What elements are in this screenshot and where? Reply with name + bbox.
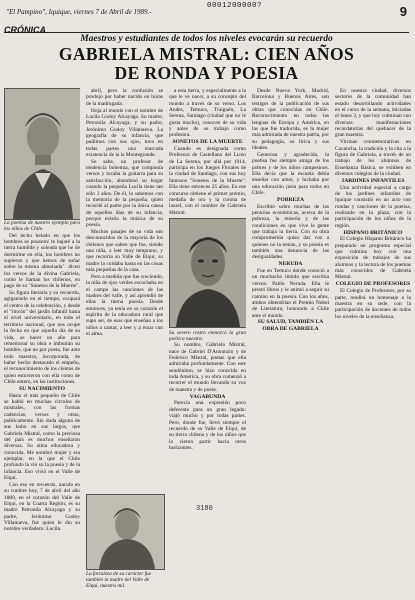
col4-para-3: Escribió sobre muchas de las penurias económicas, acerca de la pobreza, la miseria y de las condiciones en que vive la gente que trabaja la tierra. Con su obra comprometida quiso dar voz a quienes no la tenían, y su poesía es también una denuncia de las desigualdades. [252,203,329,261]
col5-para-4: El Colegio Hispano Británico ha preparado un programa especial que culmina hoy con una exposición de trabajos de sus alumnos y la lectura de los poemas más conocidos de Gabriela Mistral. [335,236,411,281]
column-5 [335,88,411,596]
col1-para-2: Su figura literaria y su recuerdo, agigantado en el tiempo, ocupará el centro de la celebración, y desde el "rincón" del jardín infantil hasta el nivel universitario, en todo el territorio nacional, que nos ocupe la fecha en que aquella día de su vida, se hacer un año para rememorar su obra e imbuirán su hombre, que no por poeta, fue ante todo maestra, incorporada, de haber hecho destacado el empeño, el reconocimiento de los cientos de quien estuvieron con ella como de Chile entero, en las instituciones. [4,290,80,385]
col1-para-4: Con eso en recuerdo, nacida en su cumbre hoy, 7 de abril del año 1889, en el corazón del Valle de Elqui, en la Cuarta Región; es su madre Petronila Alcayaga y su padre, Jerónimo Godoy Villanueva, fue quien le dio su nombre verdadero: Lucila. [4,481,80,533]
archive-stamp: 0001200000? [207,2,263,10]
subhead-sonetos: SONETOS DE LA MUERTE [172,139,243,146]
section-label: CRÓNICA [4,25,46,35]
col2-para-3: Se sabe, un profesor de tendencia bohemia, que componía versos y tocaba la guitarra para su satisfacción, abandonó su hogar cuando la pequeña Lucila tiene tan sólo 3 años. De él, lo sabemos con la memoria de la pequeña, quien recordó al padre por la única causa de aquellos días de su infancia, porque existía la música de su poesía. [86,158,163,229]
headline-line-2: DE RONDA Y POESIA [114,63,299,83]
article-kicker: Maestros y estudiantes de todos los niveles evocarán su recuerdo [80,34,333,44]
column-3 [169,88,246,596]
photo-caption-1: La poetisa de nuestro ejemplo para los niños de Chile. [4,220,80,232]
article-headline [4,45,409,83]
portrait-photo-2 [169,218,246,328]
col3-para-2: Cuando es designada como Profesora de Castellano del Liceo de La Serena, por allá por 1914, participa en los Juegos Florales de la ciudad de Santiago, con sus hoy famosos "Sonetos de la Muerte". Ella tiene entonces 25 años. En ese concurso obtiene el primer premio, medalla de oro y la corona de laurel, con el nombre de Gabriela Mistral. [169,146,246,216]
portrait-photo-3 [86,494,165,570]
col4-para-2: Generosa y agradecida, la poetisa fue siempre amiga de los pobres y de los niños campesinos. Ella decía que la escuela debía enseñar con amor, y luchaba por una educación justa para todos en Chile. [252,151,329,196]
archive-code-stamp: 3180 [196,505,213,513]
col4-para-1: Desde Nueva York, Madrid, Barcelona y Buenos Aires, son testigos de la publicación de sus obras que conocidas en Chile. Reconocimiento en todas las lenguas de Europa y América, en las que fue traducida, es la mujer más admirada de nuestra patria, por su pedagogía, su lírica y sus ideales. [252,88,329,152]
page-number: 9 [399,4,407,19]
col2-para-4: Muchos pasajes de su vida son desconocidos de la mayoría de los chilenos que saben que fue, siendo una niña, a leer muy temprano, y que recorría su Valle de Elqui; su madre la cuidaba hasta en las cosas más pequeñas de la casa. [86,229,163,274]
subhead-hispano: HISPANO BRITÁNICO [343,229,403,236]
col2-para-5: Pero a medida que fue creciendo, la niña de ojos verdes escuchaba en el campo las canciones de las madres del valle, y así aprendió de ellas la tierna poesía. Desde entonces, ya tenía en su corazón el espíritu de la educadora rural que supo ser, de esas que enseñan a los niños a cantar, a leer y a rezar con el alma. [86,273,163,338]
col5-para-3: Una actividad especial a cargo de los jardines infantiles de Iquique consistió en un acto con rondas y canciones de la poetisa, realizado en la plaza, con la participación de los niños de la región. [335,184,411,229]
col3-para-3: Su nombre, Gabriela Mistral, nace de Gabriel D'Annunzio y de Federico Mistral, poetas que ella admiraba profundamente. Con este seudónimo, se hizo conocida en toda América, y su obra comenzó a recorrer el mundo llevando su voz de maestra y de poeta. [169,342,246,393]
col5-para-5: El Colegio de Profesores, por su parte, rendirá un homenaje a la maestra en su sede, con la participación de docentes de todos los niveles de la enseñanza. [335,288,411,320]
portrait-photo-1 [4,88,80,220]
col2-para-1: abril, pero la confusión se produjo por haber nacido en horas de la madrugada. [86,88,163,107]
subhead-salud: SU SALUD, TAMBIÉN LA OBRA DE GABRIELA [257,319,324,332]
col2-para-2: Hoja al mundo con el nombre de Lucila Godoy Alcayaga. Su madre, Petronila Alcayaga, y su padre, Jerónimo Godoy Villanueva. La geografía de su infancia, que pudimos con sus ojos, tuvo en todas partes una marcada existencia de la la Montegrande. [86,107,163,158]
header-dateline: "El Pampino", Iquique, viernes 7 de Abril de 1989.- [6,8,152,16]
photo-caption-2: Su severo rostro enmarcó la gran poética nuestra. [169,329,246,342]
page-header [4,2,411,20]
col3-para-1: a esta tierra, y especialmente a la que le ve nacer, a su concepto del mundo a través de su verso. Los Andes, Temuco, Traiguén, La Serena, Santiago (ciudad que no le gusta mucho), conocen de su vida y antes de su trabajo como profesora. [169,88,246,139]
subhead-vagabunda: VAGABUNDA [189,393,226,400]
subhead-nacimiento: SU NACIMIENTO [18,385,66,392]
subhead-neruda: NERUDA [278,261,303,268]
subhead-profesores: COLEGIO DE PROFESORES [335,281,411,288]
portrait-photo-3-box [86,494,163,592]
photo-caption-3: La fortaleza de su carácter fue también la madre del Valle de Elqui, nuestra mil. [86,571,152,589]
col1-para-1: Del techo helado en que los hombres se posaron/ te bajaré a la tierra humilde y soleada que he de dormirme en ella, los hombres no supieron y que hemos de soñar sobre la misma almohada". dicen los versos de la divina Gabriela, como le llaman los chilenos, en pago de su "Sonetos de la Muerte". [4,232,80,290]
column-4 [252,88,329,596]
col4-para-4: Fue en Temuco donde conoció a un muchacho tímido que escribía versos: Pablo Neruda. Ella le prestó libros y le animó a seguir su camino en la poesía. Con los años, ambos obtendrían el Premio Nobel de Literatura, honrando a Chile ante el mundo. [252,268,329,319]
col5-para-1: En nuestra ciudad, diversos sectores de la comunidad han estado desarrollando actividades en el curso de la semana, iniciadas el lunes 3, y que hoy culminan con diversas manifestaciones recordatorias del quehacer de la gran maestra. [335,88,411,139]
col5-para-2: Vitrinas conmemorativas en Cavancha, la tradición y la cita a la figura de Gabriela, a través de un trabajo de los alumnos de Enseñanza Básica, se exhiben en diversos colegios de la ciudad. [335,139,411,177]
col3-para-4: Parecía una expresión poco deferente para un gran legado: viajó mucho y por todas partes. Pero, donde fue, llevó siempre el recuerdo de su Valle de Elqui, de su tierra chilena y de los niños que la vieron partir hacia otros horizontes. [169,400,246,451]
subhead-jardines: JARDINES INFANTILES [341,177,405,184]
column-1 [4,88,80,596]
col1-para-3: Hasta el más pequeño de Chile se habló en muchas circulos de mistrales, con las formas cadencias, versos y otras, publicamente. Sin duda alguna de sus hubo en sus largos, que Gabriela Mistral, como la preciosa del país es muchos enseñaron diversas. Su alma educadora y conocida. Me nombró mujer y era ejemplar, en la que el Chile profundo la vio su la poesía y de la infancia. Eso vivió en el Valle de Elqui. [4,392,80,482]
section-bar [4,20,409,33]
headline-line-1: GABRIELA MISTRAL: CIEN AÑOS [58,44,355,64]
subhead-pobreza: POBREZA [276,196,305,203]
